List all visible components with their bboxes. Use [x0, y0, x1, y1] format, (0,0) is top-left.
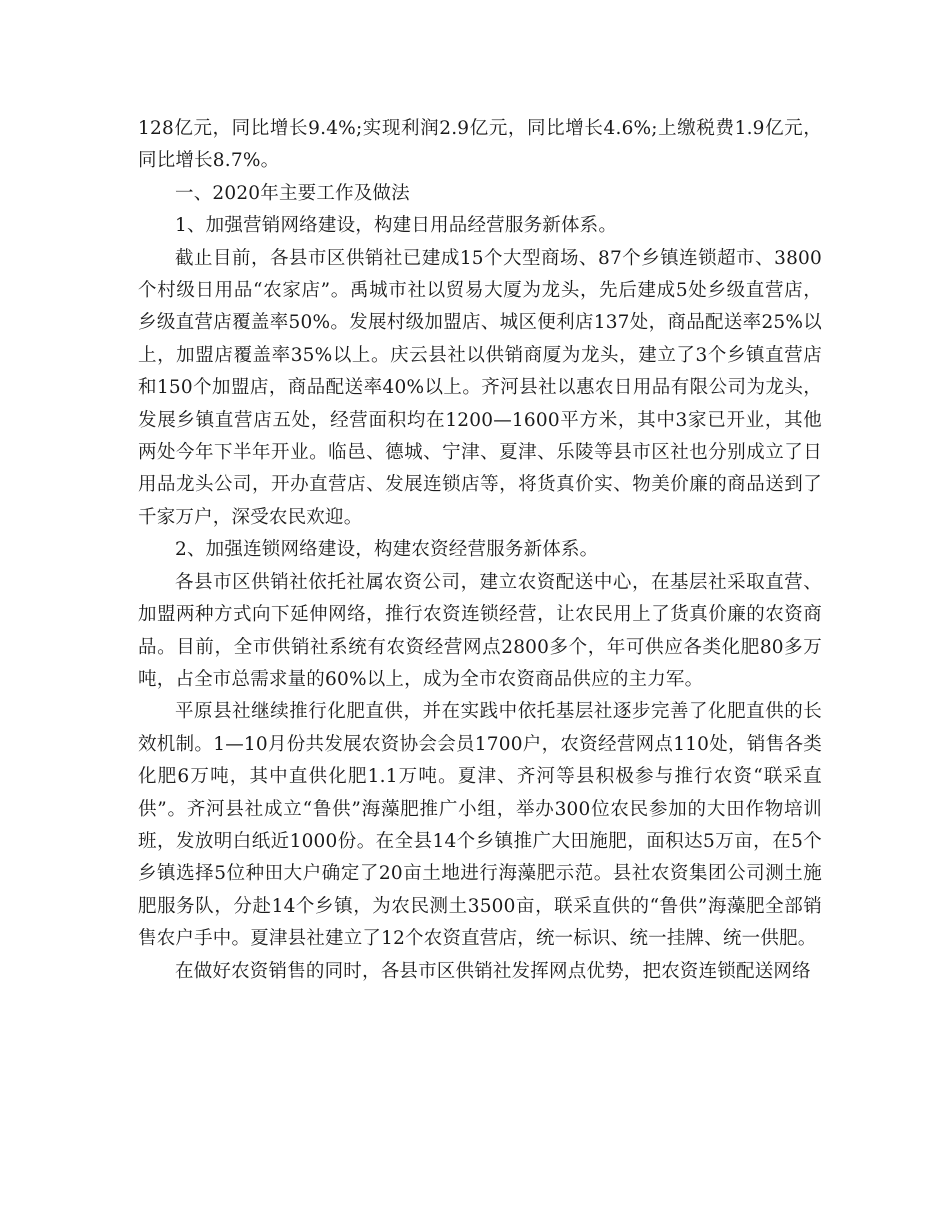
- paragraph-agri-supply-network: 各县市区供销社依托社属农资公司，建立农资配送中心，在基层社采取直营、加盟两种方式向下延伸网络，推行农资连锁经营，让农民用上了货真价廉的农资商品。目前，全市供销社系统有农资经营网点2800多个，年可供应各类化肥80多万吨，占全市总需求量的60%以上，成为全市农资商品供应的主力军。: [138, 571, 822, 690]
- subsection-heading-1: 1、加强营销网络建设，构建日用品经营服务新体系。: [175, 215, 618, 237]
- paragraph-trailing: 在做好农资销售的同时，各县市区供销社发挥网点优势，把农资连锁配送网络: [175, 960, 811, 982]
- section-heading: 一、2020年主要工作及做法: [175, 182, 410, 204]
- paragraph-continuation: 128亿元，同比增长9.4%;实现利润2.9亿元，同比增长4.6%;上缴税费1.9亿元，同比增长8.7%。: [138, 118, 822, 172]
- document-body: [138, 113, 822, 988]
- paragraph-pingyuan-fertilizer: 平原县社继续推行化肥直供，并在实践中依托基层社逐步完善了化肥直供的长效机制。1—10月份共发展农资协会会员1700户，农资经营网点110处，销售各类化肥6万吨，其中直供化肥1.1万吨。夏津、齐河等县积极参与推行农资“联采直供”。齐河县社成立“鲁供”海藻肥推广小组，举办300位农民参加的大田作物培训班，发放明白纸近1000份。在全县14个乡镇推广大田施肥，面积达5万亩，在5个乡镇选择5位种田大户确定了20亩土地进行海藻肥示范。县社农资集团公司测土施肥服务队，分赴14个乡镇，为农民测土3500亩，联采直供的“鲁供”海藻肥全部销售农户手中。夏津县社建立了12个农资直营店，统一标识、统一挂牌、统一供肥。: [138, 701, 822, 950]
- subsection-heading-2: 2、加强连锁网络建设，构建农资经营服务新体系。: [175, 539, 599, 561]
- paragraph-daily-goods-network: 截止目前，各县市区供销社已建成15个大型商场、87个乡镇连锁超市、3800个村级日用品“农家店”。禹城市社以贸易大厦为龙头，先后建成5处乡级直营店，乡级直营店覆盖率50%。发展村级加盟店、城区便利店137处，商品配送率25%以上，加盟店覆盖率35%以上。庆云县社以供销商厦为龙头，建立了3个乡镇直营店和150个加盟店，商品配送率40%以上。齐河县社以惠农日用品有限公司为龙头，发展乡镇直营店五处，经营面积均在1200—1600平方米，其中3家已开业，其他两处今年下半年开业。临邑、德城、宁津、夏津、乐陵等县市区社也分别成立了日用品龙头公司，开办直营店、发展连锁店等，将货真价实、物美价廉的商品送到了千家万户，深受农民欢迎。: [138, 247, 822, 528]
